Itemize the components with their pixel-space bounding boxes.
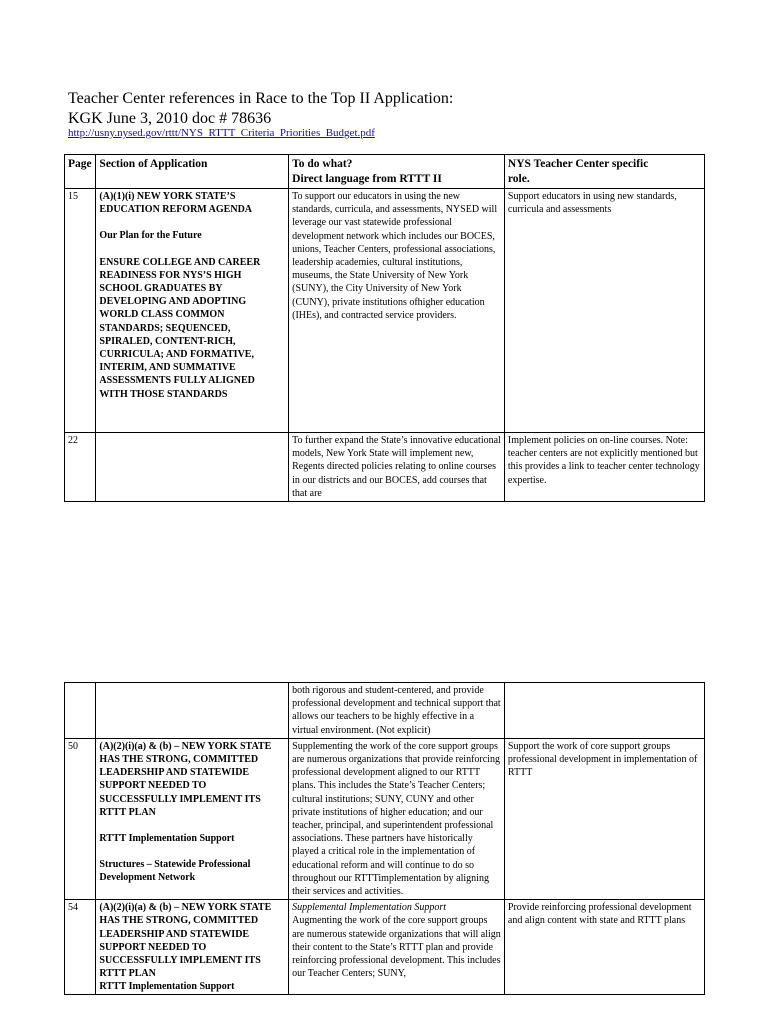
table-row — [65, 738, 705, 899]
cell-section — [96, 683, 289, 739]
todo-text: Augmenting the work of the core support groups are numerous statewide organizations that will align their content to the State’s RTTT plan and provide reinforcing professional development. This includes our Teacher Centers; SUNY, — [292, 915, 501, 980]
cell-page: 22 — [65, 433, 96, 502]
header-role — [504, 155, 704, 189]
section-heading: (A)(2)(i)(a) & (b) – NEW YORK STATE HAS THE STRONG, COMMITTED LEADERSHIP AND STATEWIDE SUPPORT NEEDED TO SUCCESSFULLY IMPLEMENT ITS RTTT PLAN — [99, 740, 272, 818]
todo-clip — [292, 901, 501, 993]
header-role-line2: role. — [507, 173, 530, 185]
cell-section — [96, 189, 289, 433]
source-link[interactable]: http://usny.nysed.gov/rttt/NYS_RTTT_Criteria_Priorities_Budget.pdf — [68, 127, 375, 139]
section-heading: (A)(1)(i) NEW YORK STATE’S EDUCATION REFORM AGENDA — [99, 191, 253, 216]
header-page: Page — [65, 155, 96, 189]
header-todo — [289, 155, 505, 189]
cell-todo: To support our educators in using the new standards, curricula, and assessments, NYSED will leverage our vast statewide professional development network which includes our BOCES, unions, Teacher Centers, professional associations, leadership academies, cultural institutions, museums, the State University of New York (SUNY), the City University of New York (CUNY), private institutions ofhigher education (IHEs), and contracted service providers. — [289, 189, 505, 433]
cell-section — [96, 900, 289, 995]
cell-todo — [289, 433, 505, 502]
cell-role: Support the work of core support groups professional development in implementation of RTTT — [504, 738, 704, 899]
table-row — [65, 683, 705, 739]
todo-heading: Supplemental Implementation Support — [292, 902, 447, 914]
section-detail: ENSURE COLLEGE AND CAREER READINESS FOR NYS’S HIGH SCHOOL GRADUATES BY DEVELOPING AND ADOPTING WORLD CLASS COMMON STANDARDS; SEQUENCED, SPIRALED, CONTENT-RICH, CURRICULA; AND FORMATIVE, INTERIM, AND SUMMATIVE ASSESSMENTS FULLY ALIGNED WITH THOSE STANDARDS — [99, 256, 261, 400]
section-heading: (A)(2)(i)(a) & (b) – NEW YORK STATE HAS THE STRONG, COMMITTED LEADERSHIP AND STATEWIDE SUPPORT NEEDED TO SUCCESSFULLY IMPLEMENT ITS RTTT PLAN — [99, 902, 272, 980]
section-clip — [99, 901, 285, 993]
table-row — [65, 433, 705, 502]
todo-text: To further expand the State’s innovative educational models, New York State will implement new, Regents directed policies relating to online courses in our districts and our BOCES, add courses that that are — [292, 435, 501, 499]
section-subheading: RTTT Implementation Support — [99, 833, 235, 845]
section-subheading: Our Plan for the Future — [99, 230, 202, 242]
table-row — [65, 189, 705, 433]
references-table-top — [64, 154, 705, 502]
cell-role: Implement policies on on-line courses. Note: teacher centers are not explicitly mentioned but this provides a link to teacher center technology expertise. — [504, 433, 704, 502]
document-title: Teacher Center references in Race to the Top II Application: — [68, 90, 454, 107]
document-subtitle: KGK June 3, 2010 doc # 78636 — [68, 110, 272, 127]
cell-role: Provide reinforcing professional development and align content with state and RTTT plans — [504, 900, 704, 995]
header-role-line1: NYS Teacher Center specific — [507, 158, 649, 170]
table-row — [65, 900, 705, 995]
cell-page: 15 — [65, 189, 96, 433]
cell-page: 54 — [65, 900, 96, 995]
section-subheading: RTTT Implementation Support — [99, 981, 235, 993]
table-header-row — [65, 155, 705, 189]
cell-role — [504, 683, 704, 739]
cell-todo — [289, 900, 505, 995]
cell-section — [96, 433, 289, 502]
cell-role: Support educators in using new standards, curricula and assessments — [504, 189, 704, 433]
cell-todo: both rigorous and student-centered, and provide professional development and technical support that allows our teachers to be highly effective in a virtual environment. (Not explicit) — [289, 683, 505, 739]
cell-todo: Supplementing the work of the core support groups are numerous organizations that provide reinforcing professional development aligned to our RTTT plans. This includes the State’s Teacher Centers; cultural institutions; SUNY, CUNY and other private institutions of higher education; and our teacher, principal, and superintendent professional associations. These partners have historically played a critical role in the implementation of educational reform and will continue to do so throughout our RTTTimplementation by aligning their services and activities. — [289, 738, 505, 899]
cell-page: 50 — [65, 738, 96, 899]
references-table-bottom — [64, 682, 705, 995]
header-section: Section of Application — [96, 155, 289, 189]
header-todo-line2: Direct language from RTTT II — [292, 173, 442, 185]
cell-page — [65, 683, 96, 739]
cell-section — [96, 738, 289, 899]
header-todo-line1: To do what? — [292, 158, 353, 170]
section-detail: Structures – Statewide Professional Development Network — [99, 859, 251, 884]
